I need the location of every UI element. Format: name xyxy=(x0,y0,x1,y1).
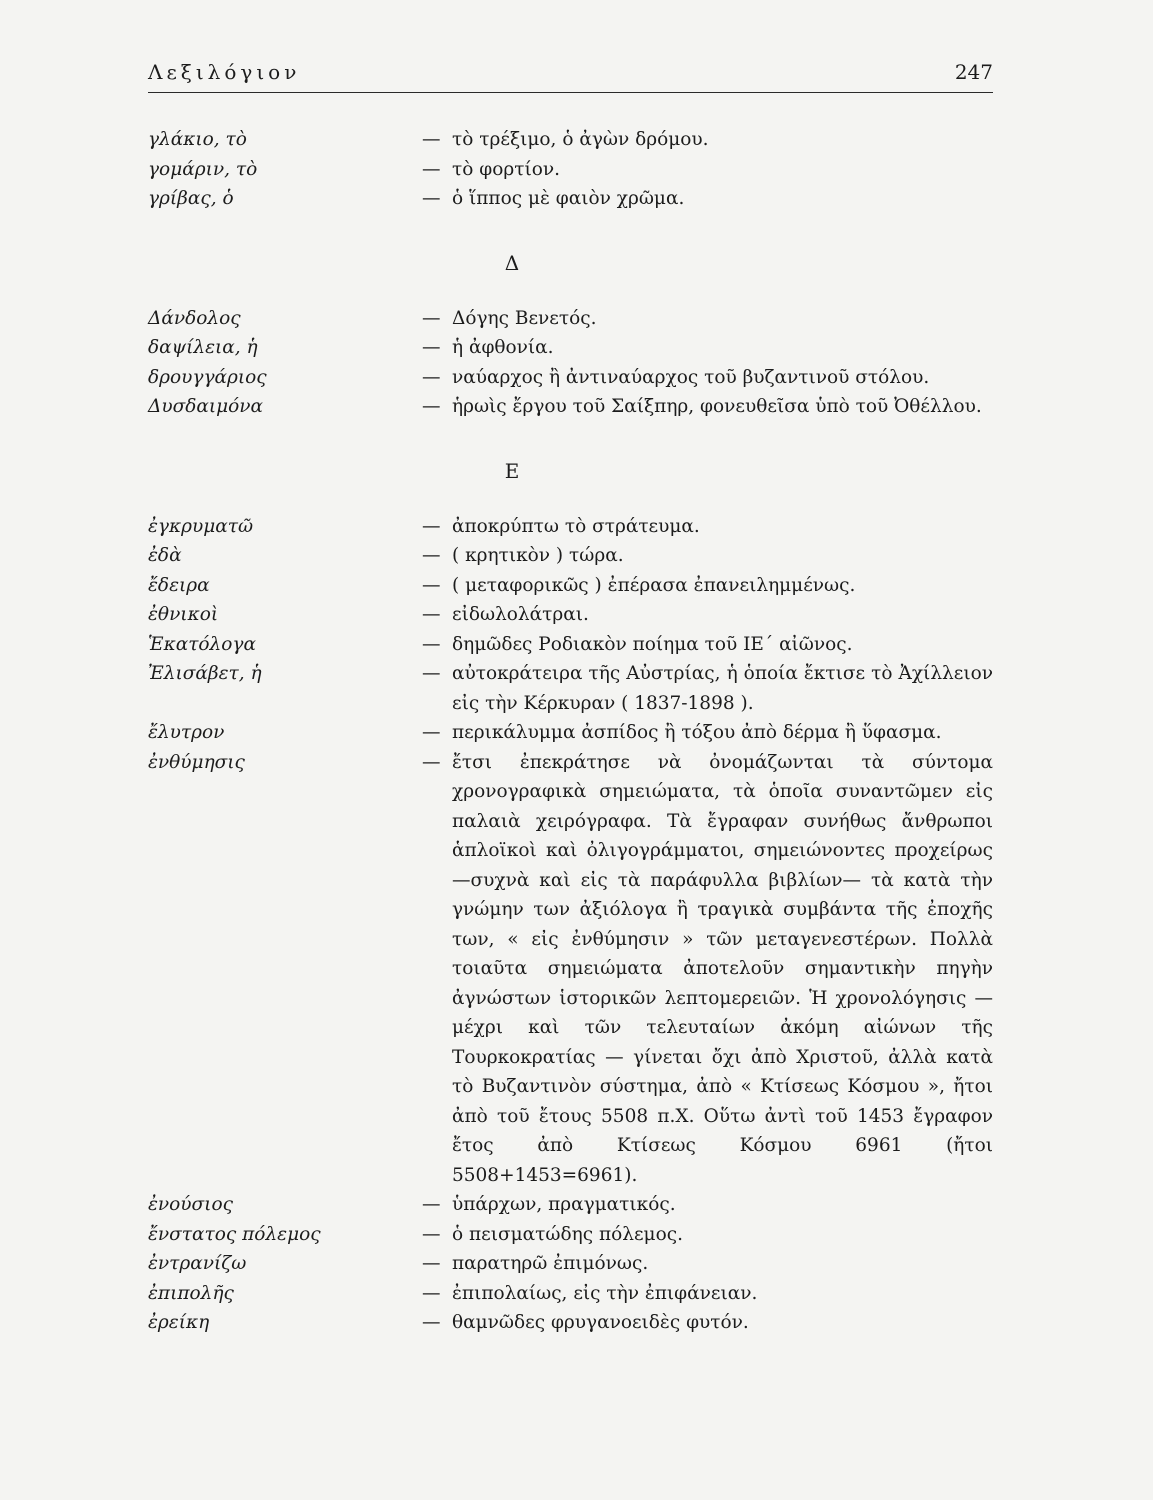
entry-definition: εἰδωλολάτραι. xyxy=(452,604,589,625)
entry-definition: ἔτσι ἐπεκράτησε νὰ ὀνομάζωνται τὰ σύντομα χρονογραφικὰ σημειώματα, τὰ ὁποῖα συναντῶμεν εἰς παλαιὰ χειρόγραφα. Τὰ ἔγραφαν συνήθως ἄνθρωποι ἁπλοϊκοὶ καὶ ὀλιγογράμματοι, σημειώνοντες προχείρως —συχνὰ καὶ εἰς τὰ παράφυλλα βιβλίων— τὰ κατὰ τὴν γνώμην των ἀξιόλογα ἢ τραγικὰ συμβάντα τῆς ἐποχῆς των, « εἰς ἐνθύμησιν » τῶν μεταγενεστέρων. Πολλὰ τοιαῦτα σημειώματα ἀποτελοῦν σημαντικὴν πηγὴν ἀγνώστων ἱστορικῶν λεπτομερειῶν. Ἡ χρονολόγησις — μέχρι καὶ τῶν τελευταίων ἀκόμη αἰώνων τῆς Τουρκοκρατίας — γίνεται ὄχι ἀπὸ Χριστοῦ, ἀλλὰ κατὰ τὸ Βυζαντινὸν σύστημα, ἀπὸ « Κτίσεως Κόσμου », ἤτοι ἀπὸ τοῦ ἔτους 5508 π.Χ. Οὕτω ἀντὶ τοῦ 1453 ἔγραφον ἔτος ἀπὸ Κτίσεως Κόσμου 6961 (ἤτοι 5508+1453=6961). xyxy=(452,751,993,1186)
entry-dash: — xyxy=(422,188,441,209)
entry-dash: — xyxy=(422,1312,441,1333)
glossary-entry xyxy=(148,571,993,601)
entry-definition: ἐπιπολαίως, εἰς τὴν ἐπιφάνειαν. xyxy=(452,1282,758,1304)
entry-definition: τὸ τρέξιμο, ὁ ἀγὼν δρόμου. xyxy=(452,129,709,150)
entry-dash: — xyxy=(422,574,441,596)
page-number: 247 xyxy=(954,60,993,84)
running-header xyxy=(148,60,993,93)
entry-definition: δημῶδες Ροδιακὸν ποίημα τοῦ ΙΕ΄ αἰῶνος. xyxy=(452,633,853,655)
entry-definition: ( κρητικὸν ) τώρα. xyxy=(452,545,624,566)
glossary-entry xyxy=(148,1190,993,1220)
glossary-entry xyxy=(148,333,993,363)
entry-definition: ἀποκρύπτω τὸ στράτευμα. xyxy=(452,515,700,537)
glossary-entry xyxy=(148,512,993,542)
section-letter: Ε xyxy=(504,458,520,483)
entry-definition: ἡρωὶς ἔργου τοῦ Σαίξπηρ, φονευθεῖσα ὑπὸ τοῦ Ὀθέλλου. xyxy=(452,396,982,417)
glossary-entry xyxy=(148,125,993,155)
entry-definition: ναύαρχος ἢ ἀντιναύαρχος τοῦ βυζαντινοῦ στόλου. xyxy=(452,366,930,388)
running-title: Λεξιλόγιον xyxy=(148,60,301,84)
entry-term: ἐνθύμησις xyxy=(148,751,245,773)
section-letter: Δ xyxy=(504,250,520,275)
entry-term: Δυσδαιμόνα xyxy=(148,396,264,417)
entry-dash: — xyxy=(422,722,441,743)
entry-definition: ὁ πεισματώδης πόλεμος. xyxy=(452,1223,683,1245)
entry-definition: ( μεταφορικῶς ) ἐπέρασα ἐπανειλημμένως. xyxy=(452,574,856,596)
entry-term: γρίβας, ὁ xyxy=(148,188,234,209)
glossary-entry xyxy=(148,718,993,748)
glossary-entry xyxy=(148,1220,993,1250)
entry-term: Δάνδολος xyxy=(148,307,241,329)
entry-term: ἐρείκη xyxy=(148,1312,210,1333)
entry-term: δαψίλεια, ἡ xyxy=(148,337,258,358)
glossary-entry xyxy=(148,363,993,393)
entry-dash: — xyxy=(422,663,441,684)
entry-term: ἐπιπολῆς xyxy=(148,1282,234,1304)
entry-term: δρουγγάριος xyxy=(148,366,267,388)
entry-dash: — xyxy=(422,337,441,358)
entry-dash: — xyxy=(422,751,441,773)
entry-term: Ἐλισάβετ, ἡ xyxy=(148,663,262,684)
entry-dash: — xyxy=(422,129,441,150)
entry-dash: — xyxy=(422,158,441,180)
glossary-entry xyxy=(148,748,993,1191)
entry-dash: — xyxy=(422,1194,441,1215)
entry-term: ἐγκρυματῶ xyxy=(148,515,254,537)
entry-term: γομάριν, τὸ xyxy=(148,158,258,180)
entry-dash: — xyxy=(422,633,441,655)
entry-term: ἔδειρα xyxy=(148,574,210,596)
entry-definition: ἡ ἀφθονία. xyxy=(452,337,554,358)
entry-term: ἐντρανίζω xyxy=(148,1253,247,1274)
glossary-entry xyxy=(148,1308,993,1338)
entry-term: Ἑκατόλογα xyxy=(148,633,256,655)
entry-dash: — xyxy=(422,515,441,537)
entry-term: ἐνούσιος xyxy=(148,1194,233,1215)
entry-definition: Δόγης Βενετός. xyxy=(452,307,597,329)
glossary-entry xyxy=(148,659,993,718)
entry-definition: περικάλυμμα ἀσπίδος ἢ τόξου ἀπὸ δέρμα ἢ ὕφασμα. xyxy=(452,722,942,743)
entry-dash: — xyxy=(422,396,441,417)
glossary-entry xyxy=(148,392,993,422)
entry-definition: παρατηρῶ ἐπιμόνως. xyxy=(452,1253,649,1274)
entry-term: γλάκιο, τὸ xyxy=(148,129,247,150)
glossary-entry xyxy=(148,1249,993,1279)
glossary-entry xyxy=(148,184,993,214)
entry-definition: θαμνῶδες φρυγανοειδὲς φυτόν. xyxy=(452,1312,749,1333)
glossary-entry xyxy=(148,600,993,630)
glossary-entry xyxy=(148,155,993,185)
dictionary-page xyxy=(148,60,993,1460)
glossary-entry xyxy=(148,630,993,660)
entry-dash: — xyxy=(422,366,441,388)
glossary-entry xyxy=(148,304,993,334)
entry-term: ἐδὰ xyxy=(148,545,182,566)
entry-definition: ὁ ἵππος μὲ φαιὸν χρῶμα. xyxy=(452,188,685,209)
glossary-entry xyxy=(148,1279,993,1309)
entry-dash: — xyxy=(422,545,441,566)
entry-definition: ὑπάρχων, πραγματικός. xyxy=(452,1194,676,1215)
entry-definition: τὸ φορτίον. xyxy=(452,158,560,180)
entry-definition: αὐτοκράτειρα τῆς Αὐστρίας, ἡ ὁποία ἔκτισε τὸ Ἀχίλλειον εἰς τὴν Κέρκυραν ( 1837-1898 ). xyxy=(452,663,993,714)
entry-dash: — xyxy=(422,1253,441,1274)
entry-dash: — xyxy=(422,1282,441,1304)
entry-term: ἔλυτρον xyxy=(148,722,225,743)
entry-dash: — xyxy=(422,604,441,625)
glossary-entry xyxy=(148,541,993,571)
entry-term: ἐθνικοὶ xyxy=(148,604,219,625)
entry-term: ἔνστατος πόλεμος xyxy=(148,1223,321,1245)
entry-dash: — xyxy=(422,1223,441,1245)
entry-dash: — xyxy=(422,307,441,329)
glossary-entries xyxy=(148,125,993,1338)
